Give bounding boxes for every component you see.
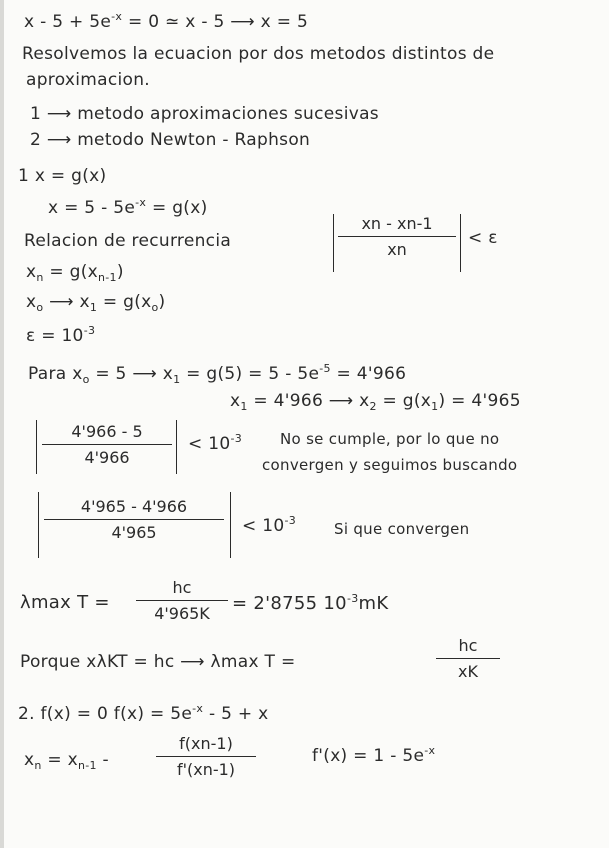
derivative-text: f'(x) = 1 - 5e [312,746,425,766]
wien-fraction-bar [136,600,228,601]
eq1-exponent: -x [111,10,123,23]
porque-line: Porque xλKT = hc ⟶ λmax T = [20,652,296,672]
epsilon-value: ε = 10 [26,326,84,346]
iteration-1 [28,362,406,386]
porque-denominator: xK [458,662,478,681]
para-x0-sub: o [82,373,90,386]
check1-fraction [42,422,172,467]
check2-exponent: -3 [284,514,297,527]
check2-denominator: 4'965 [111,523,157,542]
para-g5: = g(5) = 5 - 5e [180,364,320,384]
newton-denominator: f'(xn-1) [176,760,236,779]
criterion-numerator: xn - xn-1 [361,214,433,233]
section2-exponent: -x [192,702,204,715]
nr-x: x [24,750,35,770]
section2-f-rest: - 5 + x [203,704,269,724]
check1-note-line-2: convergen y seguimos buscando [262,456,518,474]
check2-lt: < 10 [242,516,285,536]
check1-abs-right [176,420,177,474]
criterion-denominator: xn [387,240,407,259]
epsilon-definition [26,324,95,346]
intro-line-2: aproximacion. [26,70,151,90]
para-label: Para x [28,364,83,384]
method-1-item: 1 ⟶ metodo aproximaciones sucesivas [30,104,379,124]
wien-value: = 2'8755 10 [232,593,347,614]
it2-x: x [230,391,241,411]
para-arrow: = 5 ⟶ x [89,364,174,384]
derivative-exponent: -x [424,744,436,757]
method-2-item: 2 ⟶ metodo Newton - Raphson [30,130,311,150]
g-def-lhs: x = 5 - 5e [48,198,136,218]
x0-symbol: x [26,292,37,312]
page-left-shadow [0,0,4,848]
wien-denominator: 4'965K [154,604,210,623]
porque-fraction-bar [436,658,500,659]
para-x1-sub: 1 [173,373,181,386]
recurrence-label: Relacion de recurrencia [24,231,232,251]
check1-lt: < 10 [188,434,231,454]
check1-denominator: 4'966 [84,448,130,467]
criterion-abs-left [333,214,334,272]
x0-equals: = g(x [97,292,152,312]
xn-symbol: x [26,262,37,282]
criterion-fraction [338,214,456,259]
wien-exponent: -3 [346,592,359,605]
check2-numerator: 4'965 - 4'966 [80,497,188,516]
x0-arg-subscript: o [151,301,159,314]
it2-arrow: = 4'966 ⟶ x [247,391,370,411]
x0-arrow: ⟶ x [43,292,90,312]
check2-abs-right [230,492,231,558]
x0-close: ) [158,292,166,312]
it2-arg-sub: 1 [431,400,439,413]
g-def-exponent: -x [135,196,147,209]
criterion-fraction-bar [338,236,456,237]
section1-heading: 1 x = g(x) [18,166,107,186]
check1-rhs [188,432,242,454]
x0-subscript: o [36,301,44,314]
nr-equals: = x [41,750,78,770]
newton-formula [24,750,109,772]
it2-x2-sub: 2 [369,400,377,413]
wien-numerator: hc [172,578,192,597]
check1-fraction-bar [42,444,172,445]
para-exp: -5 [319,362,331,375]
wien-fraction [136,578,228,623]
newton-fraction-bar [156,756,256,757]
xn-equals: = g(x [43,262,98,282]
criterion-rhs: < ε [468,228,498,248]
section2-heading [18,702,269,724]
check1-note-line-1: No se cumple, por lo que no [280,430,500,448]
eq1-lhs: x - 5 + 5e [24,12,112,32]
nr-n-sub: n [34,759,42,772]
criterion-abs-right [460,214,461,272]
xn-subscript: n [36,271,44,284]
it2-result: ) = 4'965 [438,391,521,411]
epsilon-exponent: -3 [83,324,96,337]
nr-n1-sub: n-1 [77,759,97,772]
equation-line-1 [24,10,308,32]
check2-abs-left [38,492,39,558]
section2-f-def: 2. f(x) = 0 f(x) = 5e [18,704,193,724]
wien-result [232,592,388,614]
porque-numerator: hc [458,636,478,655]
eq1-rhs: = 0 ≃ x - 5 ⟶ x = 5 [127,12,309,32]
iteration-2 [230,391,521,413]
it2-x1-sub: 1 [240,400,248,413]
g-def-rhs: = g(x) [146,198,208,218]
initial-step [26,292,165,314]
porque-fraction [436,636,500,681]
check1-exponent: -3 [230,432,243,445]
check2-rhs [242,514,296,536]
newton-numerator: f(xn-1) [179,734,233,753]
check1-abs-left [36,420,37,474]
intro-line-1: Resolvemos la ecuacion por dos metodos distintos de [22,44,495,64]
x1-subscript: 1 [89,301,98,314]
check2-fraction [44,497,224,542]
it2-g: = g(x [376,391,432,411]
wien-lhs: λmax T = [20,592,110,613]
nr-minus: - [96,750,109,770]
check2-fraction-bar [44,519,224,520]
xn-close: ) [116,262,124,282]
check2-note: Si que convergen [334,520,470,538]
wien-unit: mK [358,593,389,614]
check1-numerator: 4'966 - 5 [71,422,143,441]
xn-1-subscript: n-1 [98,271,117,284]
derivative-formula [312,744,435,766]
newton-fraction [156,734,256,779]
section1-g-definition [48,196,208,218]
recurrence-formula [26,262,124,284]
para-result: = 4'966 [330,364,407,384]
